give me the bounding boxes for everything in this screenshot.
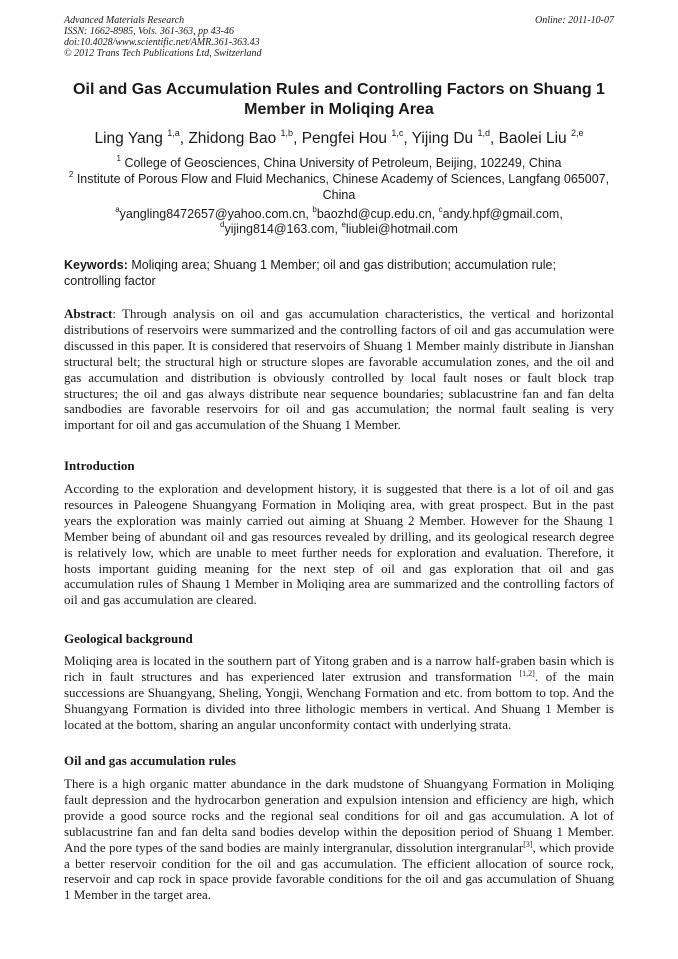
affiliation-text: Institute of Porous Flow and Fluid Mechanics, Chinese Academy of Sciences, Langfang 065007, China bbox=[76, 172, 610, 202]
email-mark: a bbox=[115, 205, 120, 214]
affiliation-2 bbox=[64, 171, 614, 203]
geological-paragraph bbox=[64, 653, 614, 733]
email-mark: e bbox=[341, 220, 346, 229]
affiliation-text: College of Geosciences, China University of Petroleum, Beijing, 102249, China bbox=[124, 156, 562, 170]
affiliation-mark: 2 bbox=[68, 170, 74, 179]
paragraph-text: . of the main successions are Shuangyang, Sheling, Yongji, Wenchang Formation and etc. from bottom to top. And the Shuangyang Formation is divided into three lithologic members in vertical. And Shuang 1 Member is located at the bottom, sharing an angular unconformity contact with underlying strata. bbox=[64, 668, 614, 732]
section-heading-geological-background: Geological background bbox=[64, 631, 193, 646]
author-affiliation-mark: 1,c bbox=[391, 128, 404, 138]
section-heading-accumulation-rules: Oil and gas accumulation rules bbox=[64, 753, 236, 768]
issn-line: ISSN: 1662-8985, Vols. 361-363, pp 43-46 bbox=[64, 26, 234, 37]
author-affiliation-mark: 2,e bbox=[570, 128, 584, 138]
keywords-text: Moliqing area; Shuang 1 Member; oil and gas distribution; accumulation rule; controlling factor bbox=[64, 258, 556, 288]
accumulation-paragraph bbox=[64, 776, 614, 903]
author-name: Pengfei Hou bbox=[301, 130, 387, 147]
author-name: Yijing Du bbox=[411, 130, 474, 147]
author-name: Ling Yang bbox=[94, 130, 163, 147]
keywords bbox=[64, 257, 614, 289]
paragraph-text: , which provide a better reservoir condition for the oil and gas accumulation. The efficient allocation of source rock, reservoir and cap rock in space provide favorable conditions for the oil and gas accumulation of Shuang 1 Member in the target area. bbox=[64, 839, 615, 903]
paper-title: Oil and Gas Accumulation Rules and Controlling Factors on Shuang 1 Member in Moliqing Area bbox=[73, 81, 605, 118]
citation-ref[interactable]: [3] bbox=[523, 839, 533, 849]
author-name: Baolei Liu bbox=[498, 130, 567, 147]
email-mark: d bbox=[220, 220, 225, 229]
doi-line: doi:10.4028/www.scientific.net/AMR.361-363.43 bbox=[64, 37, 260, 48]
section-heading-introduction: Introduction bbox=[64, 458, 135, 473]
author-name: Zhidong Bao bbox=[188, 130, 277, 147]
abstract-label: Abstract bbox=[64, 306, 113, 321]
affiliation-mark: 1 bbox=[116, 154, 121, 163]
abstract bbox=[64, 306, 614, 433]
citation-ref[interactable]: [1,2] bbox=[519, 668, 535, 678]
author-affiliation-mark: 1,d bbox=[477, 128, 490, 138]
email-link[interactable]: liublei@hotmail.com bbox=[345, 222, 458, 236]
email-link[interactable]: yijing814@163.com, bbox=[224, 222, 338, 236]
journal-header bbox=[64, 15, 614, 59]
abstract-text: : Through analysis on oil and gas accumulation characteristics, the vertical and horizontal distributions of reservoirs were summarized and the controlling factors of oil and gas accumulation were discussed in this paper. It is considered that reservoirs of Shuang 1 Member mainly distribute in Jianshan structural belt; the structural high or structure slopes are favorable accumulation zones, and the oil and gas accumulation and distribution is obviously controlled by local fault noses or fault block trap structures; the oil and gas always distribute near sequence boundaries; sublacustrine fan and fan delta sandbodies are favorable reservoirs for oil and gas accumulation; the normal fault sealing is very important for oil and gas accumulation of the Shuang 1 Member. bbox=[64, 306, 614, 433]
online-date: Online: 2011-10-07 bbox=[535, 15, 614, 26]
affiliation-1 bbox=[64, 155, 614, 171]
paragraph-text: Moliqing area is located in the southern part of Yitong graben and is a narrow half-graben basin which is rich in fault structures and has experienced later extrusion and transformation bbox=[64, 653, 614, 684]
email-mark: b bbox=[312, 205, 317, 214]
author-affiliation-mark: 1,b bbox=[280, 128, 294, 138]
paragraph-text: There is a high organic matter abundance in the dark mudstone of Shuangyang Formation in Moliqing fault depression and the hydrocarbon generation and expulsion intension and efficiency are high, which provide a good source rocks and the regional seal conditions for oil and gas accumulation. A lot of sublacustrine fan and fan delta sand bodies develop within the deposition period of Shuang 1 Member. And the pore types of the sand bodies are mainly intergranular, dissolution intergranular bbox=[64, 776, 614, 855]
author-affiliation-mark: 1,a bbox=[167, 128, 180, 138]
author-list: Ling Yang $^{1,a}$, Zhidong Bao $^{1,b}$, Pengfei Hou $^{1,c}$, Yijing Du $^{1,d}$, Baolei Liu $^{2,e}$ bbox=[94, 128, 584, 147]
keywords-label: Keywords: bbox=[64, 258, 128, 272]
introduction-paragraph: According to the exploration and development history, it is suggested that there is a lot of oil and gas resources in Paleogene Shuangyang Formation in Moliqing area, with great prospect. But in the past years the exploration was mainly carried out aiming at Shuang 2 Member. However for the Shaung 1 Member being of abundant oil and gas resources revealed by drilling, and its geological research degree is relatively low, which are unable to meet further needs for exploration and evaluation. Therefore, it hosts important guiding meaning for the next step of oil and gas exploration that oil and gas accumulation rules of Shaung 1 Member in Moliqing area are summarized and the controlling factors of oil and gas accumulation are cleared. bbox=[64, 481, 614, 608]
email-link[interactable]: andy.hpf@gmail.com, bbox=[442, 207, 563, 221]
email-list bbox=[64, 207, 614, 237]
email-link[interactable]: baozhd@cup.edu.cn, bbox=[316, 207, 436, 221]
journal-name: Advanced Materials Research bbox=[64, 15, 185, 26]
email-mark: c bbox=[438, 205, 443, 214]
email-link[interactable]: yangling8472657@yahoo.com.cn, bbox=[119, 207, 309, 221]
copyright-line: © 2012 Trans Tech Publications Ltd, Switzerland bbox=[64, 48, 262, 59]
